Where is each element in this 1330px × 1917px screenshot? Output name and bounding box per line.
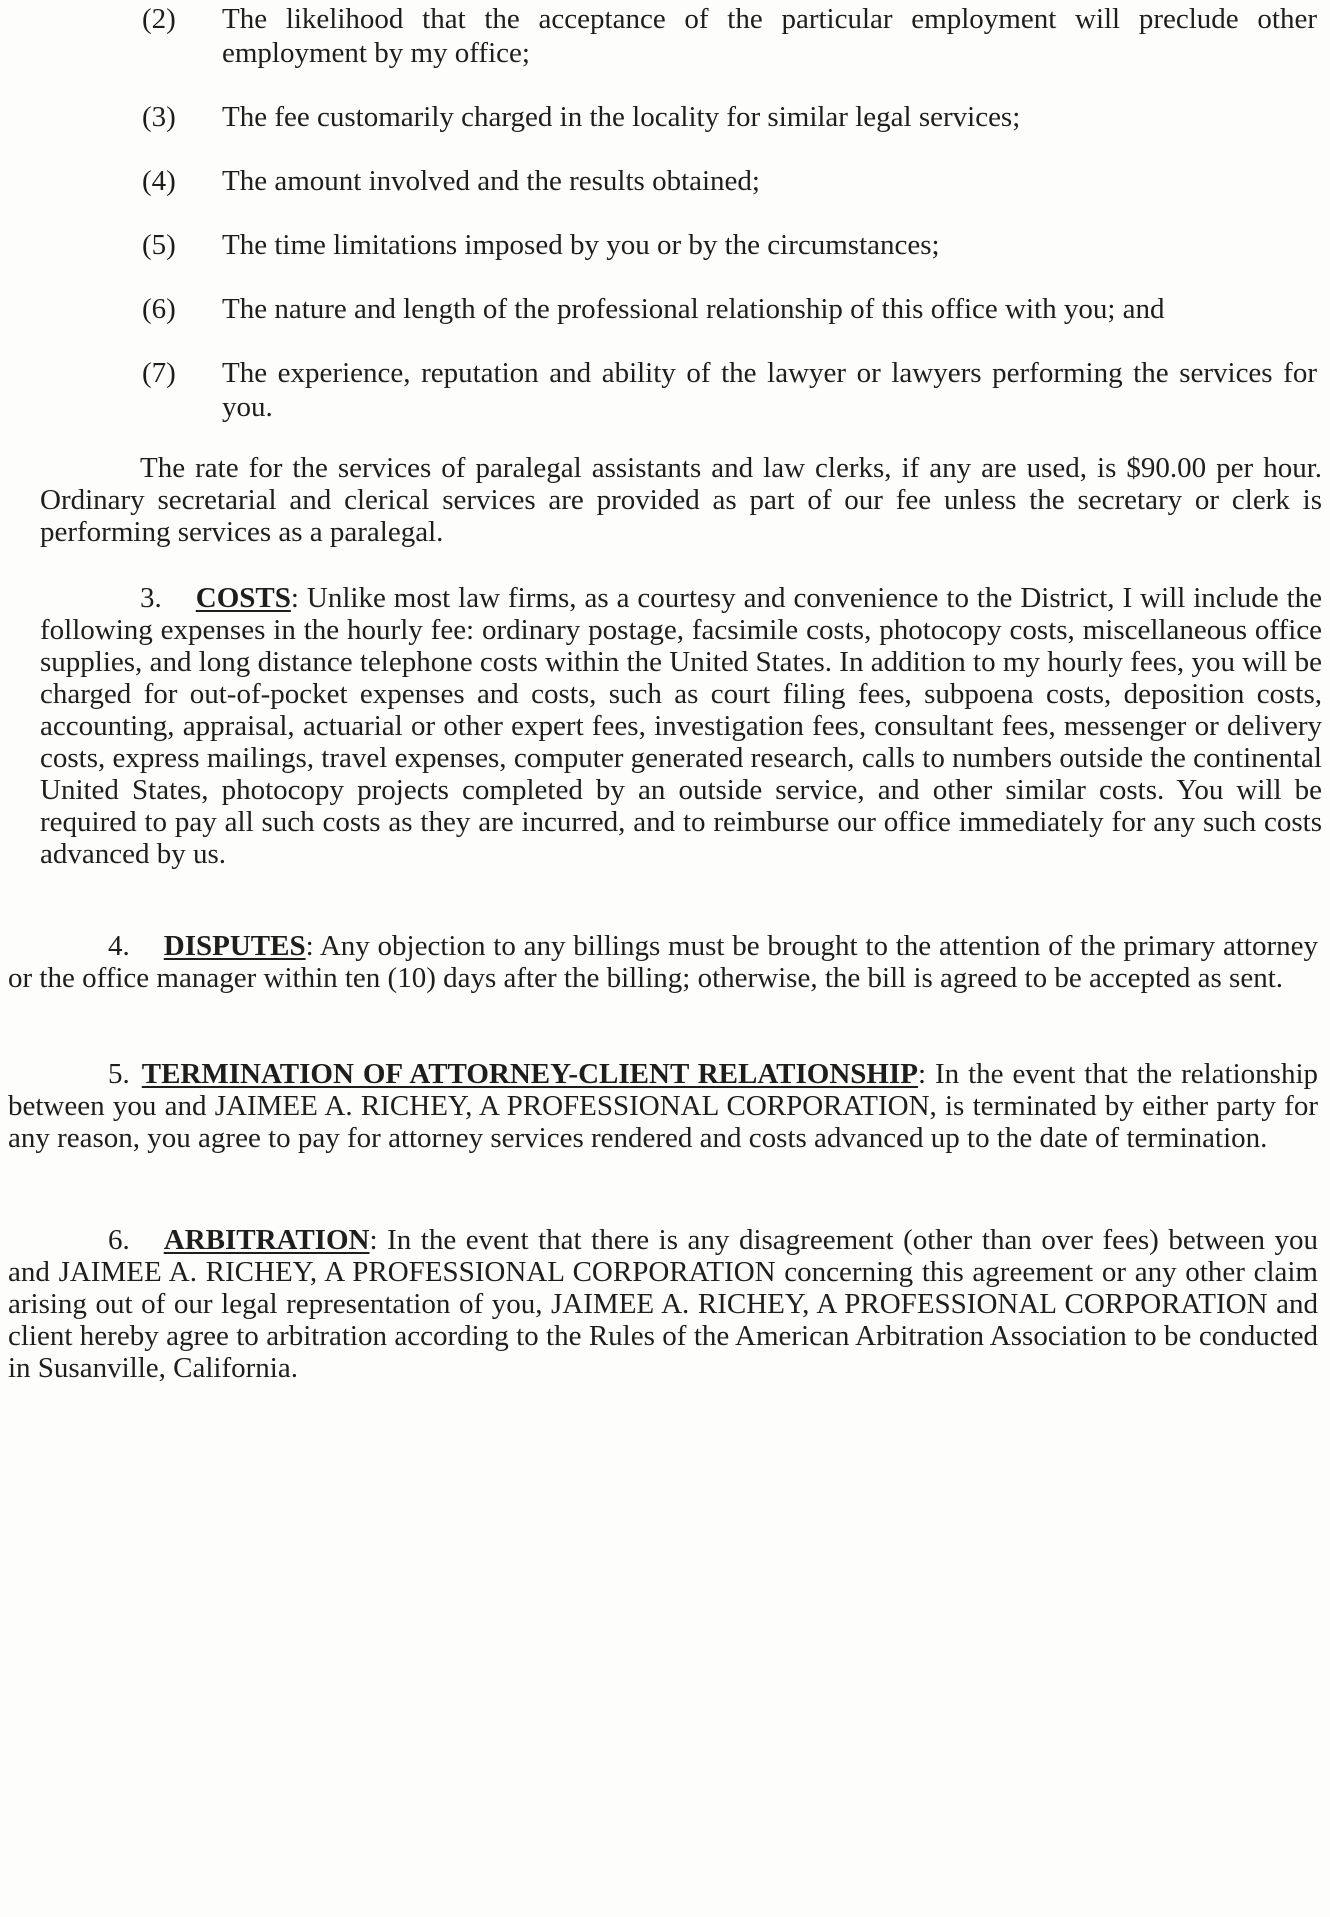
section-heading: COSTS <box>195 582 291 614</box>
heading-colon: : <box>369 1224 378 1256</box>
section-body: In the event that there is any disagreement (other than over fees) between you and JAIMEE A. RICHEY, A PROFESSIONAL CORPORATION concerning this agreement or any other claim arising out of our legal representation of you, JAIMEE A. RICHEY, A PROFESSIONAL CORPORATION and client hereby agree to arbitration according to the Rules of the American Arbitration Association to be conducted in Susanville, California. <box>8 1224 1318 1384</box>
list-item <box>142 228 1317 262</box>
heading-colon: : <box>305 930 314 962</box>
list-item-number: (3) <box>142 101 176 133</box>
section-heading: ARBITRATION <box>163 1224 370 1256</box>
list-item <box>142 100 1317 134</box>
list-item-text: The likelihood that the acceptance of the particular employment will preclude other employment by my office; <box>222 3 1317 69</box>
list-item-text: The amount involved and the results obtained; <box>222 165 760 197</box>
list-item <box>142 164 1317 198</box>
list-item <box>142 292 1317 326</box>
section-termination <box>8 1058 1318 1154</box>
section-body: Any objection to any billings must be brought to the attention of the primary attorney or the office manager within ten (10) days after the billing; otherwise, the bill is agreed to be accepted as sent. <box>8 930 1318 994</box>
section-number: 4. <box>108 930 130 962</box>
section-body: Unlike most law firms, as a courtesy and convenience to the District, I will include the following expenses in the hourly fee: ordinary postage, facsimile costs, photocopy costs, miscellaneous office supplies, and long distance telephone costs within the United States. In addition to my hourly fees, you will be charged for out-of-pocket expenses and costs, such as court filing fees, subpoena costs, deposition costs, accounting, appraisal, actuarial or other expert fees, investigation fees, consultant fees, messenger or delivery costs, express mailings, travel expenses, computer generated research, calls to numbers outside the continental United States, photocopy projects completed by an outside service, and other similar costs. You will be required to pay all such costs as they are incurred, and to reimburse our office immediately for any such costs advanced by us. <box>40 582 1322 870</box>
list-item-number: (7) <box>142 357 176 389</box>
list-item-text: The experience, reputation and ability of the lawyer or lawyers performing the services for you. <box>222 357 1317 423</box>
list-item-text: The time limitations imposed by you or by the circumstances; <box>222 229 940 261</box>
section-heading: TERMINATION OF ATTORNEY-CLIENT RELATIONSHIP <box>141 1058 918 1090</box>
heading-colon: : <box>290 582 299 614</box>
list-item-number: (5) <box>142 229 176 261</box>
list-item-text: The fee customarily charged in the locality for similar legal services; <box>222 101 1021 133</box>
section-number: 3. <box>140 582 162 614</box>
list-item <box>142 2 1317 70</box>
section-body: In the event that the relationship between you and JAIMEE A. RICHEY, A PROFESSIONAL CORPORATION, is terminated by either party for any reason, you agree to pay for attorney services rendered and costs advanced up to the date of termination. <box>8 1058 1319 1154</box>
paralegal-rate-text: The rate for the services of paralegal assistants and law clerks, if any are used, is $90.00 per hour. Ordinary secretarial and clerical services are provided as part of our fee unless the secretary or clerk is performing services as a paralegal. <box>40 452 1322 548</box>
list-item-text: The nature and length of the professional relationship of this office with you; and <box>222 293 1165 325</box>
list-item-number: (2) <box>142 3 176 35</box>
section-number: 5. <box>108 1058 130 1090</box>
section-disputes <box>8 930 1318 994</box>
list-item-number: (4) <box>142 165 176 197</box>
section-costs <box>40 582 1322 870</box>
list-item <box>142 356 1317 424</box>
paralegal-rate-paragraph <box>40 452 1322 548</box>
section-heading: DISPUTES <box>163 930 306 962</box>
list-item-number: (6) <box>142 293 176 325</box>
section-arbitration <box>8 1224 1318 1384</box>
heading-colon: : <box>917 1058 927 1090</box>
section-number: 6. <box>108 1224 130 1256</box>
